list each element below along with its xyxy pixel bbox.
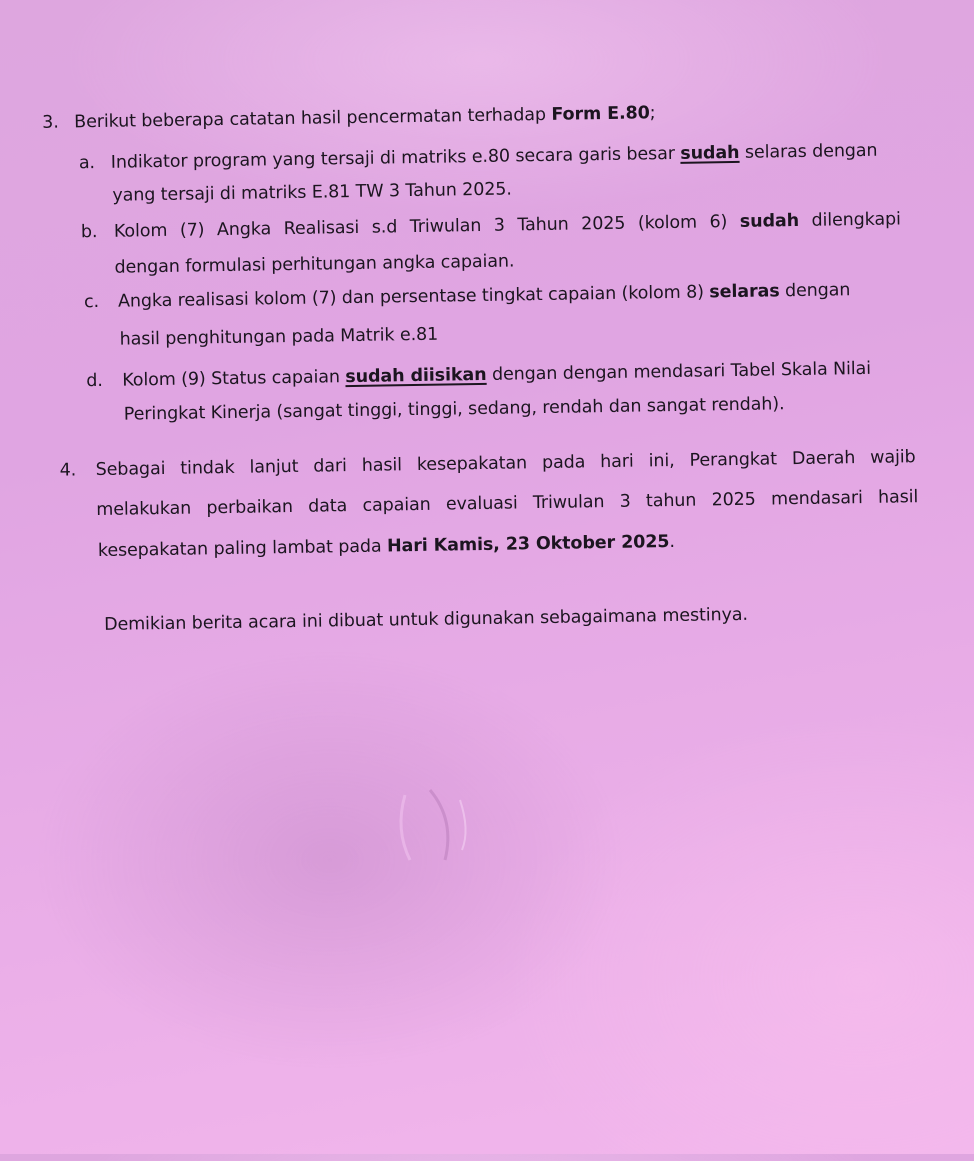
item-3d-line-1 — [86, 357, 871, 393]
item-3c-text-post: dengan — [779, 280, 851, 302]
item-3b-text — [114, 207, 901, 243]
item-3c-selaras: selaras — [709, 281, 780, 303]
item-4-number: 4. — [59, 460, 77, 481]
item-3b-sudah: sudah — [739, 210, 800, 232]
item-3d-text-post: dengan dengan mendasari Tabel Skala Nilai — [486, 358, 872, 385]
item-3a-text-pre: Indikator program yang tersaji di matriks e.80 secara garis besar — [110, 143, 681, 173]
item-3-heading — [42, 101, 656, 135]
item-3b-text-post: dilengkapi — [798, 209, 902, 231]
item-3c-line-2: hasil penghitungan pada Matrik e.81 — [119, 324, 439, 350]
item-4-line-3-text: kesepakatan paling lambat pada — [97, 536, 388, 562]
item-3d-line-2: Peringkat Kinerja (sangat tinggi, tinggi, sedang, rendah dan sangat rendah). — [123, 394, 785, 425]
item-4-line-1 — [59, 445, 917, 482]
item-3c-text-pre: Angka realisasi kolom (7) dan persentase tingkat capaian (kolom 8) — [117, 282, 710, 312]
item-3b-letter: b. — [80, 221, 98, 243]
item-3-text: Berikut beberapa catatan hasil pencermatan terhadap — [74, 104, 552, 133]
item-3b-text-pre: Kolom (7) Angka Realisasi s.d Triwulan 3 Tahun 2025 (kolom 6) — [113, 211, 740, 242]
item-3d-sudah-diisikan: sudah diisikan — [345, 364, 487, 388]
item-3a-letter: a. — [78, 153, 96, 174]
item-3d-letter: d. — [86, 370, 103, 392]
item-3b-line-2: dengan formulasi perhitungan angka capaian. — [114, 251, 515, 278]
item-4-line-2-text: melakukan perbaikan data capaian evaluasi Triwulan 3 tahun 2025 mendasari hasil — [96, 487, 919, 521]
item-3a-line-2: yang tersaji di matriks E.81 TW 3 Tahun 2025. — [112, 179, 512, 206]
item-3a-text-post: selaras dengan — [739, 140, 878, 163]
item-4-line-1-text: Sebagai tindak lanjut dari hasil kesepakatan pada hari ini, Perangkat Daerah wajib — [95, 447, 916, 481]
item-4-line-3 — [98, 530, 675, 563]
item-3a-sudah: sudah — [680, 142, 740, 164]
item-3c-line-1 — [84, 278, 851, 314]
item-3a-line-1 — [79, 139, 878, 176]
item-3-form-label: Form E.80 — [551, 103, 650, 125]
item-4-deadline: Hari Kamis, 23 Oktober 2025 — [386, 532, 670, 557]
item-3-number: 3. — [42, 112, 59, 133]
item-3b-line-1 — [81, 207, 901, 244]
item-3d-text-pre: Kolom (9) Status capaian — [122, 367, 346, 391]
item-3c-letter: c. — [83, 291, 100, 313]
closing-statement: Demikian berita acara ini dibuat untuk digunakan sebagaimana mestinya. — [103, 604, 749, 635]
item-4-line-2 — [96, 485, 918, 522]
item-4-line-3-tail: . — [669, 531, 676, 553]
item-3-tail: ; — [649, 103, 656, 124]
